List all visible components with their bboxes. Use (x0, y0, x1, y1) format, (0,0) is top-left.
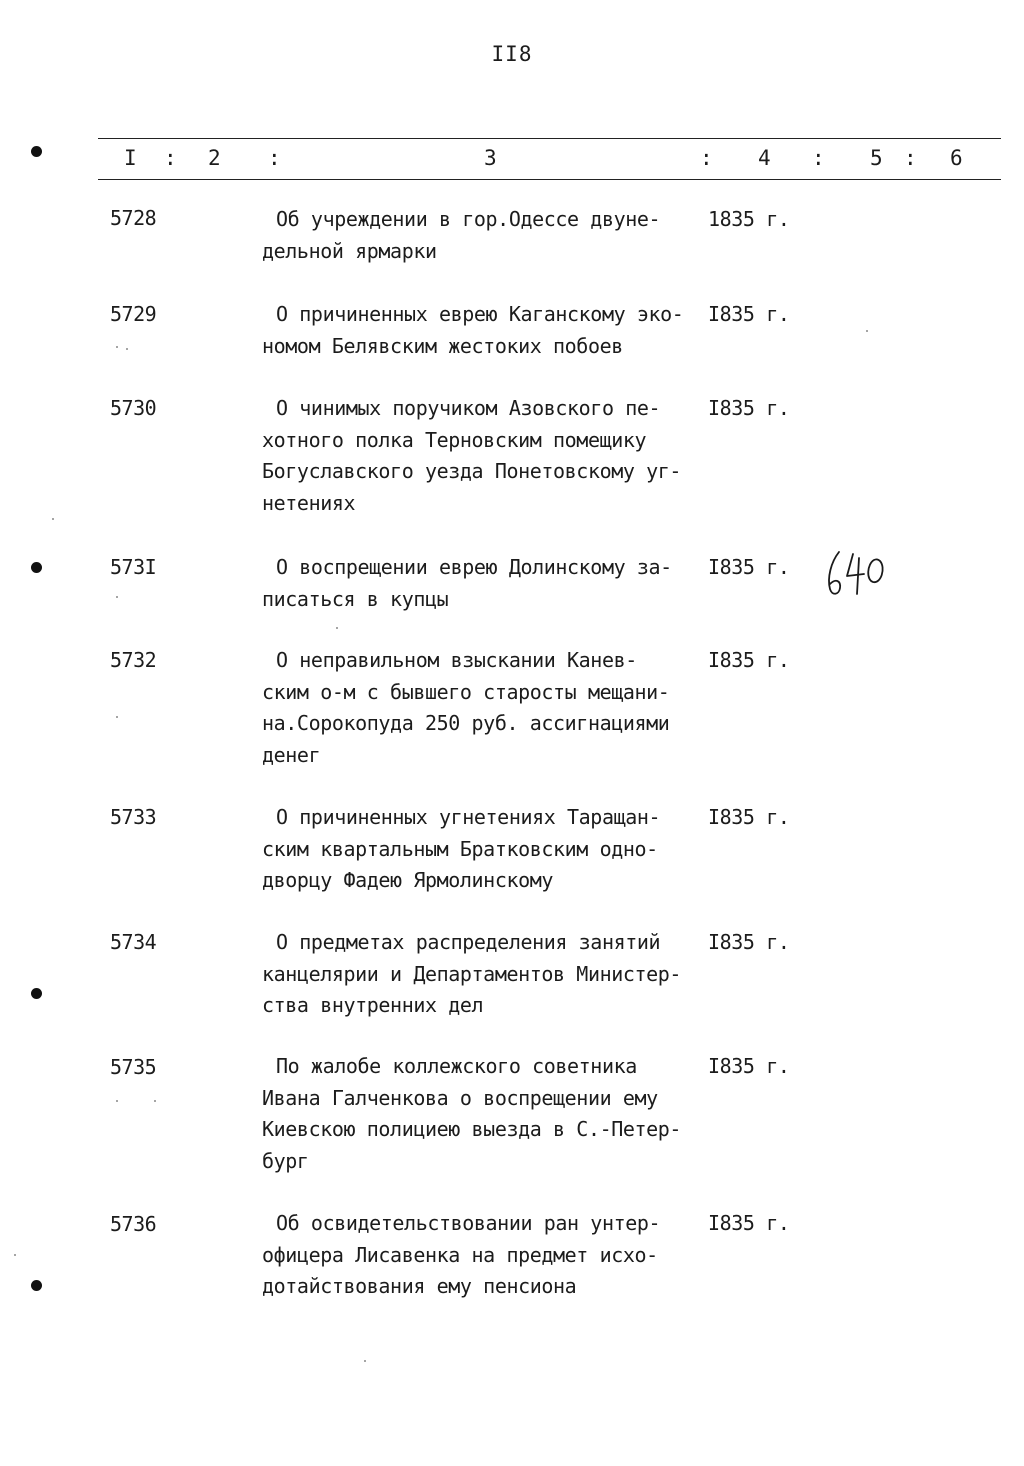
header-separator: : (164, 146, 177, 170)
handwritten-note (820, 548, 900, 606)
entry-year: I835 г. (708, 555, 790, 579)
description-line: Об освидетельствовании ран унтер- (276, 1211, 661, 1235)
description-line: Ивана Галченкова о воспрещении ему (262, 1085, 658, 1110)
header-col-1: I (124, 146, 137, 170)
scan-speck (116, 1100, 118, 1102)
description-line: ства внутренних дел (262, 993, 484, 1017)
scan-speck (52, 518, 54, 520)
entry-year: I835 г. (708, 302, 790, 326)
header-separator: : (812, 146, 825, 170)
entry-number: 5736 (110, 1212, 157, 1236)
entry-description (262, 552, 712, 615)
header-col-3: 3 (484, 146, 497, 170)
header-separator: : (904, 146, 917, 170)
description-line: Киевскою полициею выезда в С.-Петер- (262, 1117, 682, 1141)
scan-speck (364, 1360, 366, 1362)
description-line: По жалобе коллежского советника (276, 1054, 637, 1078)
entry-description (262, 204, 712, 267)
entry-number: 5728 (110, 206, 157, 230)
header-col-6: 6 (950, 146, 963, 170)
page-number: II8 (491, 42, 533, 66)
scan-speck (116, 346, 118, 348)
description-line: О предметах распределения занятий (276, 930, 661, 954)
description-line: ским о-м с бывшего старосты мещани- (262, 679, 670, 704)
description-line: бург (262, 1148, 309, 1173)
description-line: номом Белявским жестоких побоев (262, 333, 623, 358)
punch-hole-mark (31, 562, 42, 573)
scan-speck (116, 596, 118, 598)
entry-year: I835 г. (708, 1211, 790, 1235)
entry-description (262, 1208, 712, 1303)
description-line: дельной ярмарки (262, 238, 437, 263)
entry-description (262, 802, 712, 897)
description-line: Об учреждении в гор.Одессе двуне- (276, 207, 661, 231)
entry-number: 5735 (110, 1055, 157, 1079)
punch-hole-mark (31, 988, 42, 999)
scan-speck (866, 330, 868, 332)
entry-year: I835 г. (708, 1054, 790, 1078)
header-col-2: 2 (208, 146, 221, 170)
entry-number: 5729 (110, 302, 157, 326)
description-line: Богуславского уезда Понетовскому уг- (262, 459, 682, 483)
description-line: дворцу Фадею Ярмолинскому (262, 868, 554, 892)
entry-description (262, 645, 712, 771)
header-separator: : (700, 146, 713, 170)
description-line: О чинимых поручиком Азовского пе- (276, 396, 661, 420)
entry-year: I835 г. (708, 930, 790, 954)
description-line: О неправильном взыскании Канев- (276, 648, 637, 672)
description-line: офицера Лисавенка на предмет исхо- (262, 1242, 658, 1267)
header-col-4: 4 (758, 146, 771, 170)
entry-number: 5732 (110, 648, 157, 672)
description-line: денег (262, 742, 321, 767)
entry-number: 5734 (110, 930, 157, 954)
description-line: О причиненных еврею Каганскому эко- (276, 302, 684, 326)
scan-speck (126, 348, 128, 350)
description-line: О воспрещении еврею Долинскому за- (276, 555, 672, 579)
scan-speck (14, 1254, 16, 1256)
description-line: дотайствования ему пенсиона (262, 1274, 577, 1298)
scan-speck (336, 627, 338, 629)
table-header-bottom-rule (98, 179, 1001, 180)
scan-speck (154, 1100, 156, 1102)
punch-hole-mark (31, 1280, 42, 1291)
description-line: канцелярии и Департаментов Министер- (262, 961, 682, 986)
entry-description (262, 299, 712, 362)
description-line: нетениях (262, 490, 356, 515)
punch-hole-mark (31, 146, 42, 157)
table-header-top-rule (98, 138, 1001, 139)
description-line: О причиненных угнетениях Таращан- (276, 805, 661, 829)
entry-number: 573I (110, 555, 157, 579)
entry-year: I835 г. (708, 396, 790, 420)
handwritten-note-mark (820, 548, 900, 602)
entry-year: 1835 г. (708, 207, 790, 231)
description-line: ским квартальным Братковским одно- (262, 836, 658, 861)
scan-speck (116, 716, 118, 718)
entry-description (262, 393, 712, 519)
description-line: хотного полка Терновским помещику (262, 427, 647, 452)
entry-year: I835 г. (708, 805, 790, 829)
entry-number: 5733 (110, 805, 157, 829)
header-col-5: 5 (870, 146, 883, 170)
entry-description (262, 1051, 712, 1177)
entry-number: 5730 (110, 396, 157, 420)
header-separator: : (268, 146, 281, 170)
entry-description (262, 927, 712, 1022)
entry-year: I835 г. (708, 648, 790, 672)
description-line: писаться в купцы (262, 586, 449, 611)
description-line: на.Сорокопуда 250 руб. ассигнациями (262, 711, 670, 735)
